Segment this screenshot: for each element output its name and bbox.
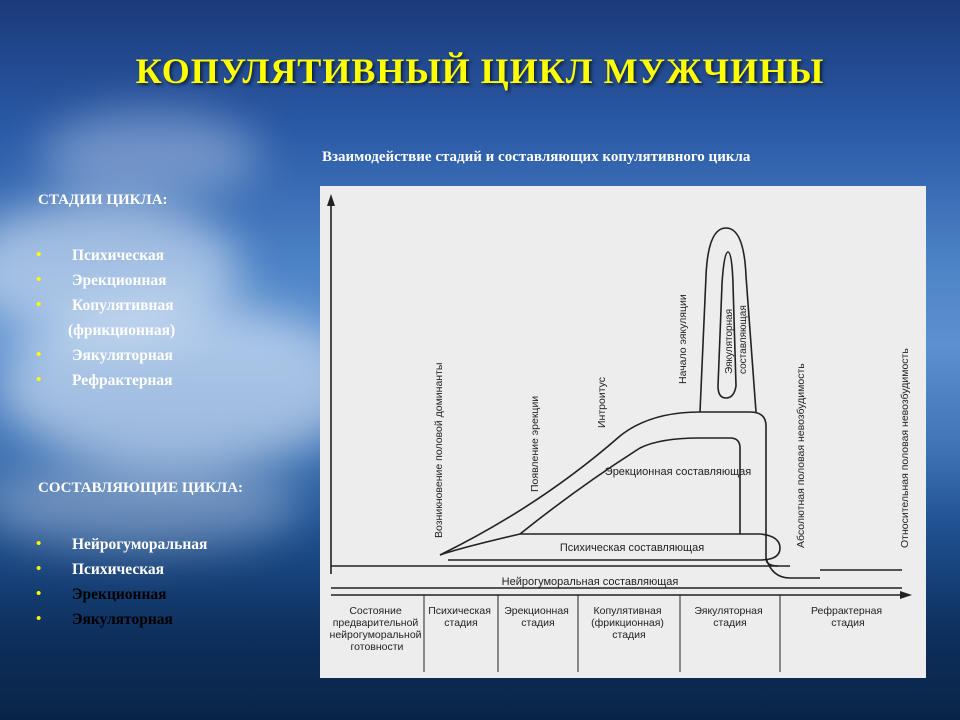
erect-band-label: Эрекционная составляющая [604, 466, 752, 478]
list-item [36, 368, 175, 393]
bullet-icon: • [36, 347, 42, 363]
ejac-band-label: составляющая [738, 305, 749, 374]
list-item-label: Эрекционная [72, 586, 167, 603]
list-item-label: (фрикционная) [68, 322, 176, 339]
stage-label: Эрекционная стадия [504, 605, 569, 629]
bullet-icon: • [36, 297, 42, 313]
event-label-intromission: Интроитус [596, 376, 608, 428]
list-item [36, 318, 175, 343]
bullet-icon: • [36, 247, 42, 263]
bullet-icon: • [36, 272, 42, 288]
bullet-icon: • [36, 536, 42, 552]
list-item [36, 293, 175, 318]
list-item-label: Эрекционная [72, 272, 167, 289]
event-label-dominant: Возникновение половой доминанты [433, 362, 445, 538]
list-item [36, 582, 173, 607]
neuro-band-label: Нейрогуморальная составляющая [501, 576, 679, 588]
list-item [36, 607, 173, 632]
bullet-icon: • [36, 586, 42, 602]
list-item-label: Рефрактерная [72, 372, 173, 389]
event-label-ejaculation: Начало эякуляции [677, 294, 689, 384]
bullet-icon: • [36, 372, 42, 388]
list-item [36, 243, 175, 268]
list-item-label: Психическая [72, 247, 165, 264]
list-item-label: Психическая [72, 561, 165, 578]
stages-list [36, 243, 175, 393]
stage-label: Рефрактерная стадия [810, 605, 883, 629]
x-axis-arrow-icon [900, 591, 912, 599]
list-item [36, 532, 207, 557]
stage-label: Копулятивная (фрикционная) стадия [591, 605, 664, 641]
y-axis-arrow-icon [327, 194, 335, 206]
diagram-subtitle: Взаимодействие стадий и составляющих копулятивного цикла [322, 149, 751, 165]
erect-band-inner [520, 438, 740, 534]
event-label-absolute: Абсолютная половая невозбудимость [795, 363, 807, 548]
list-item-label: Эякуляторная [72, 611, 173, 628]
psych-band-label: Психическая составляющая [559, 542, 705, 554]
list-item-label: Нейрогуморальная [72, 536, 208, 553]
list-item [36, 343, 175, 368]
bullet-icon: • [36, 561, 42, 577]
event-label-relative: Относительная половая невозбудимость [899, 348, 911, 548]
list-item-label: Эякуляторная [72, 347, 173, 364]
list-item [36, 557, 207, 582]
event-label-erection: Появление эрекции [529, 395, 541, 492]
bullet-icon: • [36, 611, 42, 627]
stage-label: Состояние предварительной нейрогуморальной готовности [329, 605, 422, 653]
stages-heading: СТАДИИ ЦИКЛА: [38, 192, 168, 208]
stage-label: Психическая стадия [428, 605, 491, 629]
components-list-bottom [36, 582, 173, 632]
cloud [40, 110, 260, 200]
list-item [36, 268, 175, 293]
refractory-line [766, 558, 820, 578]
components-heading: СОСТАВЛЯЮЩИЕ ЦИКЛА: [38, 480, 244, 496]
slide-title: КОПУЛЯТИВНЫЙ ЦИКЛ МУЖЧИНЫ [135, 51, 825, 91]
list-item-label: Копулятивная [72, 297, 174, 314]
stage-label: Эякуляторная стадия [694, 605, 763, 629]
ejac-band-label: Эякуляторная [724, 308, 735, 374]
cycle-diagram [320, 186, 926, 678]
components-list-top [36, 532, 207, 582]
